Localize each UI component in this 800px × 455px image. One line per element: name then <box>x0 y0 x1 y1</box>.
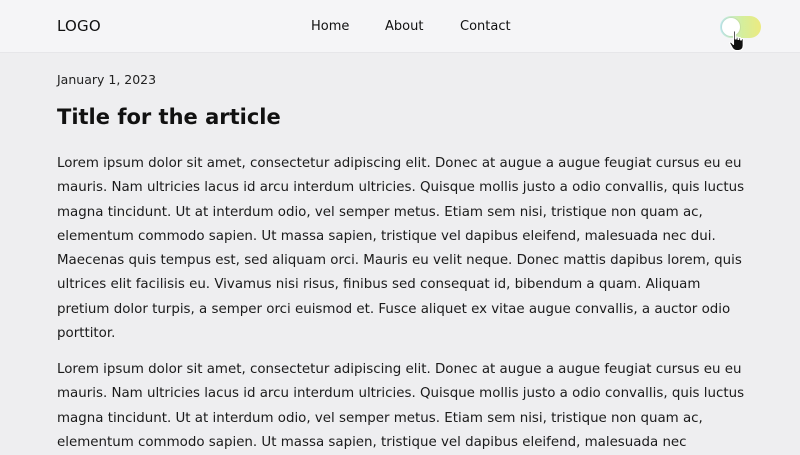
logo[interactable]: LOGO <box>57 17 101 35</box>
article-paragraph: Lorem ipsum dolor sit amet, consectetur adipiscing elit. Donec at augue a augue feugiat cursus eu eu mauris. Nam ultricies lacus id arcu interdum ultricies. Quisque mollis justo a odio convallis, quis luctus magna tincidunt. Ut at interdum odio, vel semper metus. Etiam sem nisi, tristique non quam ac, elementum commodo sapien. Ut massa sapien, tristique vel dapibus eleifend, malesuada nec <box>57 362 745 450</box>
toggle-knob <box>722 18 740 36</box>
nav-home-link[interactable]: Home <box>311 19 350 34</box>
article-paragraph: Lorem ipsum dolor sit amet, consectetur adipiscing elit. Donec at augue a augue feugiat cursus eu eu mauris. Nam ultricies lacus id arcu interdum ultricies. Quisque mollis justo a odio convallis, quis luctus magna tincidunt. Ut at interdum odio, vel semper metus. Etiam sem nisi, tristique non quam ac, elementum commodo sapien. Ut massa sapien, tristique vel dapibus eleifend, malesuada nec dui. Maecenas quis tempus est, sed aliquam orci. Mauris eu velit neque. Donec mattis dapibus lorem, quis ultrices elit facilisis eu. Vivamus nisi risus, finibus sed consequat id, bibendum a quam. Aliquam pretium dolor turpis, a semper orci euismod et. Fusce aliquet ex vitae augue convallis, a auctor odio porttitor. <box>57 156 745 342</box>
theme-toggle[interactable] <box>720 16 761 38</box>
nav-about-link[interactable]: About <box>385 19 424 34</box>
site-header <box>0 0 800 53</box>
nav-contact-link[interactable]: Contact <box>460 19 511 34</box>
article-date: January 1, 2023 <box>57 72 157 87</box>
main-nav <box>0 19 800 39</box>
article-title: Title for the article <box>57 105 281 129</box>
